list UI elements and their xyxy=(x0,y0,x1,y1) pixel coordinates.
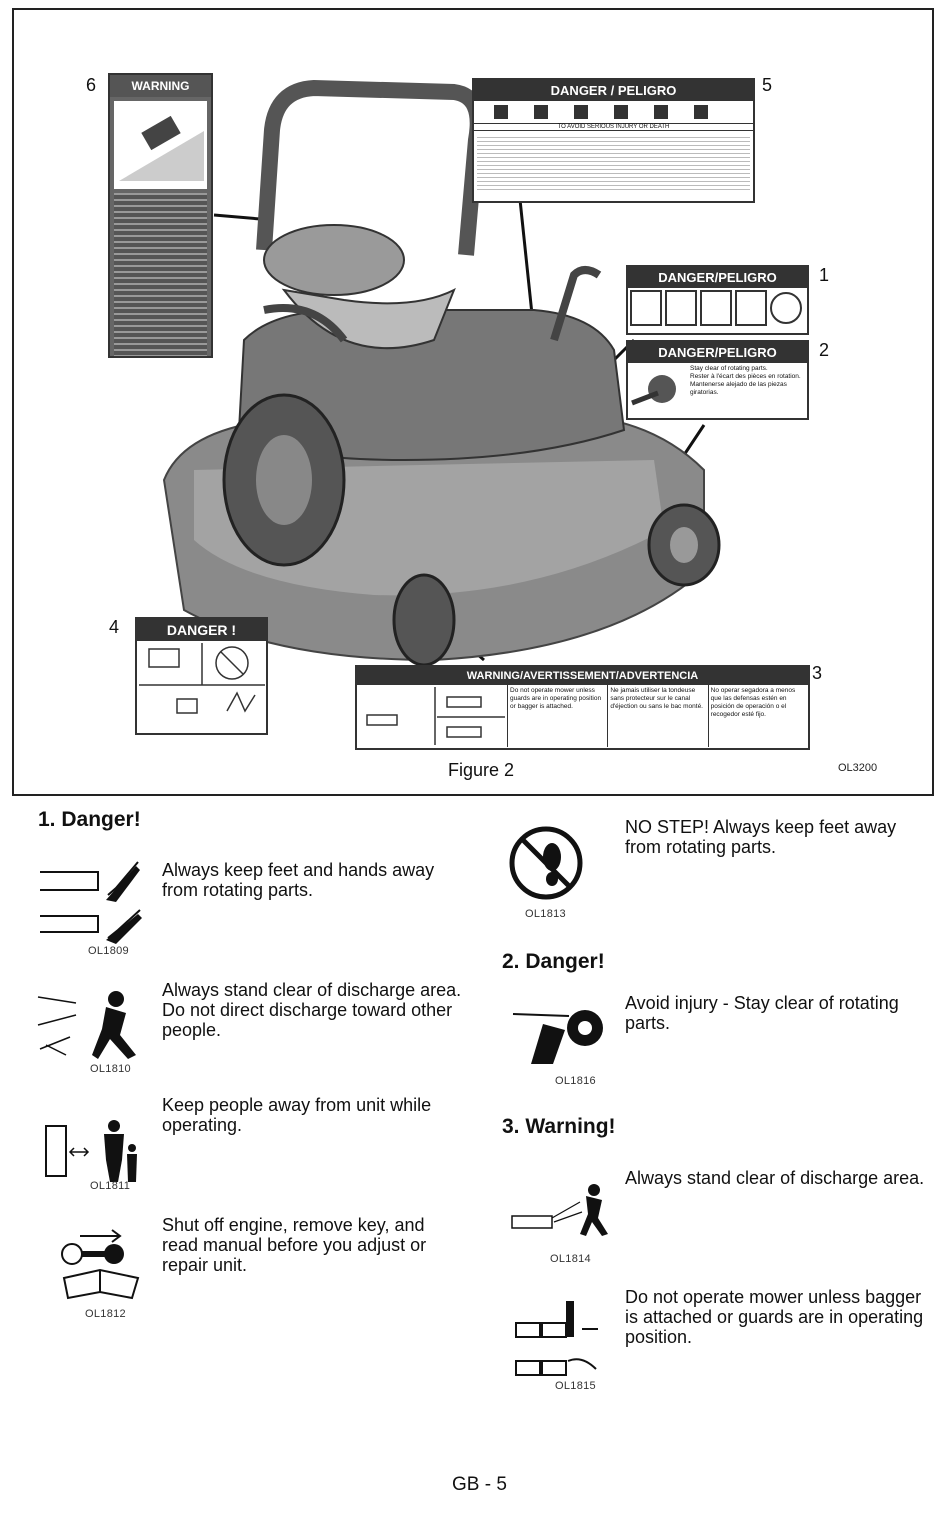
callout-5: 5 xyxy=(762,75,773,95)
decal-1-header: DANGER/PELIGRO xyxy=(628,267,807,288)
page-number: GB - 5 xyxy=(452,1474,507,1495)
decal-5-pictograms xyxy=(474,101,754,123)
decal-4-header: DANGER ! xyxy=(137,619,266,641)
ol1809-text: Always keep feet and hands away from rotating parts. xyxy=(162,860,435,900)
decal-5-subheader: TO AVOID SERIOUS INJURY OR DEATH xyxy=(474,123,753,131)
callout-1: 1 xyxy=(819,265,830,285)
remove-key-read-manual-icon xyxy=(58,1230,148,1305)
ol1814-text: Always stand clear of discharge area. xyxy=(625,1168,925,1188)
decal-3-col-fr: Ne jamais utiliser la tondeuse sans protecteur sur le canal d'éjection ou sans le bac monté. xyxy=(607,685,707,747)
callout-2: 2 xyxy=(819,340,830,360)
section-3-title: 3. Warning! xyxy=(502,1115,616,1138)
decal-1 xyxy=(626,265,809,335)
feet-hands-rotating-parts-icon xyxy=(38,860,148,945)
keep-people-away-icon xyxy=(44,1120,144,1182)
section-2-title: 2. Danger! xyxy=(502,950,605,973)
decal-3-pictograms xyxy=(357,685,507,747)
ol1812-code: OL1812 xyxy=(85,1308,126,1320)
ol1813-text: NO STEP! Always keep feet away from rotating parts. xyxy=(625,817,897,857)
decal-2-header: DANGER/PELIGRO xyxy=(628,342,807,363)
callout-4: 4 xyxy=(109,617,120,637)
ol1816-code: OL1816 xyxy=(555,1075,596,1087)
decal-6-fine-print xyxy=(114,193,207,358)
decal-1-pictograms xyxy=(628,288,808,328)
guards-bagger-icon xyxy=(512,1295,612,1385)
callout-6: 6 xyxy=(86,75,97,95)
figure-code: OL3200 xyxy=(838,762,878,774)
rotating-parts-icon xyxy=(513,1000,613,1070)
decal-2 xyxy=(626,340,809,420)
ol1815-text: Do not operate mower unless bagger is attached or guards are in operating position. xyxy=(625,1287,924,1347)
ol1811-text: Keep people away from unit while operating. xyxy=(162,1095,432,1135)
figure-caption: Figure 2 xyxy=(448,760,515,780)
ol1816-text: Avoid injury - Stay clear of rotating parts. xyxy=(625,993,899,1033)
callout-3: 3 xyxy=(812,663,823,683)
decal-3-col-es: No operar segadora a menos que las defensas estén en posición de operación o el recogedor esté fijo. xyxy=(708,685,808,747)
decal-5-header: DANGER / PELIGRO xyxy=(474,80,753,101)
tipping-mower-icon xyxy=(114,101,209,189)
discharge-area-stand-clear-icon xyxy=(510,1182,610,1238)
decal-5 xyxy=(472,78,755,203)
ol1809-code: OL1809 xyxy=(88,945,129,957)
decal-2-line-fr: Rester à l'écart des pièces en rotation. xyxy=(690,373,801,380)
decal-6 xyxy=(108,73,213,358)
ol1813-code: OL1813 xyxy=(525,908,566,920)
battery-explosion-pictograms xyxy=(137,641,267,729)
decal-3 xyxy=(355,665,810,750)
decal-4 xyxy=(135,617,268,735)
ol1811-code: OL1811 xyxy=(90,1180,131,1192)
rotating-blade-icon xyxy=(628,363,688,419)
ol1810-text: Always stand clear of discharge area. Do not direct discharge toward other people. xyxy=(162,980,462,1040)
decal-2-line-en: Stay clear of rotating parts. xyxy=(690,365,768,372)
decal-6-header: WARNING xyxy=(110,75,211,97)
ol1812-text: Shut off engine, remove key, and read manual before you adjust or repair unit. xyxy=(162,1215,427,1275)
ol1815-code: OL1815 xyxy=(555,1380,596,1392)
section-1-title: 1. Danger! xyxy=(38,808,141,831)
no-step-icon xyxy=(508,825,584,901)
decal-3-header: WARNING/AVERTISSEMENT/ADVERTENCIA xyxy=(357,667,808,685)
ol1810-code: OL1810 xyxy=(90,1063,131,1075)
rollover-pictogram xyxy=(114,101,207,189)
discharge-area-icon xyxy=(36,985,146,1065)
decal-2-line-es: Mantenerse alejado de las piezas giratorias. xyxy=(690,381,787,396)
decal-5-fine-print xyxy=(477,134,750,192)
ol1814-code: OL1814 xyxy=(550,1253,591,1265)
decal-3-col-en: Do not operate mower unless guards are in operating position or bagger is attached. xyxy=(507,685,607,747)
